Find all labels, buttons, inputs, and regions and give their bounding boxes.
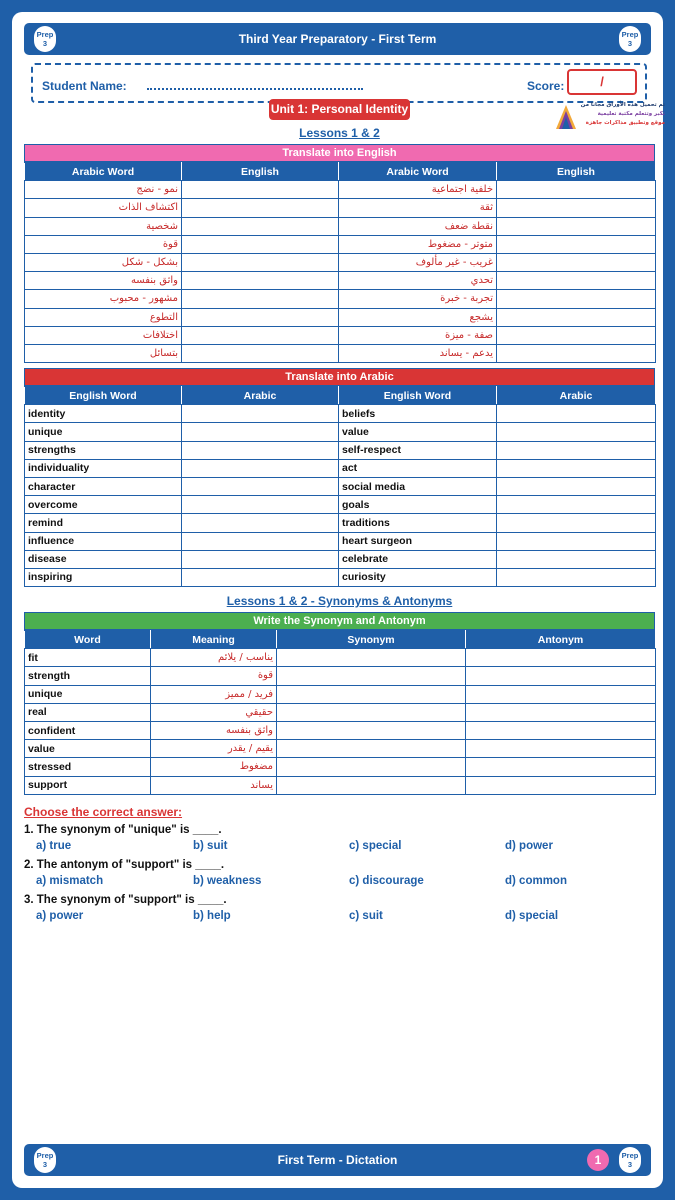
question-text: 2. The antonym of "support" is ____. [24, 859, 225, 871]
logo-mark-icon [555, 103, 577, 131]
english-word-cell: curiosity [339, 568, 497, 586]
arabic-word-cell: غريب - غير مألوف [339, 253, 497, 271]
column-header: Arabic Word [339, 163, 497, 181]
table-row [25, 514, 656, 532]
english-word-cell: celebrate [339, 550, 497, 568]
english-answer-cell[interactable] [497, 253, 656, 271]
answer-options [24, 839, 655, 857]
table-row [25, 272, 656, 290]
score-label: Score: [527, 79, 565, 93]
table-row [25, 181, 656, 199]
english-word-cell: beliefs [339, 405, 497, 423]
section-title-translate-english: Translate into English [24, 144, 655, 162]
meaning-cell: واثق بنفسه [151, 721, 277, 739]
column-header: English [497, 163, 656, 181]
english-answer-cell[interactable] [182, 217, 339, 235]
synonym-answer-cell[interactable] [277, 758, 466, 776]
synonym-antonym-table [24, 630, 656, 795]
english-answer-cell[interactable] [182, 181, 339, 199]
word-cell: confident [25, 721, 151, 739]
arabic-word-cell: ثقة [339, 199, 497, 217]
english-answer-cell[interactable] [497, 308, 656, 326]
arabic-word-cell: مشهور - محبوب [25, 290, 182, 308]
table-row [25, 423, 656, 441]
question-text: 3. The synonym of "support" is ____. [24, 894, 227, 906]
table-row [25, 740, 656, 758]
badge-number: 3 [627, 39, 633, 48]
student-name-field[interactable] [147, 88, 363, 90]
table-row [25, 649, 656, 667]
answer-option[interactable]: b) suit [193, 840, 228, 852]
antonym-answer-cell[interactable] [466, 685, 656, 703]
english-word-cell: act [339, 459, 497, 477]
table-row [25, 217, 656, 235]
arabic-word-cell: يدعم - يساند [339, 344, 497, 362]
arabic-word-cell: نقطة ضعف [339, 217, 497, 235]
antonym-answer-cell[interactable] [466, 667, 656, 685]
english-answer-cell[interactable] [497, 326, 656, 344]
footer-bar [24, 1144, 651, 1176]
translate-english-table [24, 162, 656, 363]
table-row [25, 308, 656, 326]
meaning-cell: يساند [151, 776, 277, 794]
word-cell: stressed [25, 758, 151, 776]
table-row [25, 550, 656, 568]
english-word-cell: social media [339, 477, 497, 495]
prep-badge-footer-left [34, 1147, 56, 1173]
arabic-word-cell: التطوع [25, 308, 182, 326]
table-row [25, 405, 656, 423]
answer-option[interactable]: c) special [349, 840, 402, 852]
arabic-answer-cell[interactable] [182, 532, 339, 550]
answer-option[interactable]: c) suit [349, 910, 383, 922]
english-word-cell: unique [25, 423, 182, 441]
english-answer-cell[interactable] [182, 272, 339, 290]
answer-options [24, 909, 655, 927]
word-cell: strength [25, 667, 151, 685]
arabic-answer-cell[interactable] [497, 477, 656, 495]
prep-badge-right [619, 26, 641, 52]
english-answer-cell[interactable] [182, 308, 339, 326]
table-row [25, 477, 656, 495]
table-row [25, 199, 656, 217]
antonym-answer-cell[interactable] [466, 758, 656, 776]
badge-label: Prep [36, 30, 54, 39]
english-word-cell: disease [25, 550, 182, 568]
badge-number: 3 [42, 39, 48, 48]
word-cell: fit [25, 649, 151, 667]
page-number: 1 [587, 1149, 609, 1171]
badge-number: 3 [627, 1160, 633, 1169]
answer-option[interactable]: b) weakness [193, 875, 262, 887]
synonym-answer-cell[interactable] [277, 649, 466, 667]
score-field[interactable] [567, 69, 637, 95]
antonym-answer-cell[interactable] [466, 649, 656, 667]
arabic-word-cell: صفة - ميزة [339, 326, 497, 344]
english-word-cell: heart surgeon [339, 532, 497, 550]
table-row [25, 667, 656, 685]
antonym-answer-cell[interactable] [466, 721, 656, 739]
translate-arabic-table [24, 386, 656, 587]
meaning-cell: يناسب / يلائم [151, 649, 277, 667]
synonym-answer-cell[interactable] [277, 776, 466, 794]
arabic-answer-cell[interactable] [497, 459, 656, 477]
english-word-cell: value [339, 423, 497, 441]
answer-option[interactable]: a) power [36, 910, 84, 922]
column-header: Arabic Word [25, 163, 182, 181]
column-header: Meaning [151, 631, 277, 649]
word-cell: value [25, 740, 151, 758]
arabic-answer-cell[interactable] [497, 514, 656, 532]
table-row [25, 721, 656, 739]
meaning-cell: فريد / مميز [151, 685, 277, 703]
badge-number: 3 [42, 1160, 48, 1169]
antonym-answer-cell[interactable] [466, 703, 656, 721]
arabic-answer-cell[interactable] [497, 423, 656, 441]
arabic-word-cell: بشكل - شكل [25, 253, 182, 271]
worksheet-page [12, 12, 663, 1188]
synonym-answer-cell[interactable] [277, 740, 466, 758]
english-answer-cell[interactable] [497, 272, 656, 290]
arabic-answer-cell[interactable] [497, 532, 656, 550]
word-cell: real [25, 703, 151, 721]
table-row [25, 441, 656, 459]
english-answer-cell[interactable] [182, 290, 339, 308]
english-word-cell: goals [339, 496, 497, 514]
score-value: / [600, 74, 604, 89]
answer-options [24, 874, 655, 892]
badge-label: Prep [36, 1151, 54, 1160]
arabic-word-cell: نمو - نضج [25, 181, 182, 199]
table-row [25, 776, 656, 794]
answer-option[interactable]: a) mismatch [36, 875, 104, 887]
arabic-answer-cell[interactable] [182, 550, 339, 568]
english-word-cell: overcome [25, 496, 182, 514]
table-row [25, 703, 656, 721]
column-header: English Word [25, 387, 182, 405]
arabic-answer-cell[interactable] [182, 514, 339, 532]
arabic-answer-cell[interactable] [497, 405, 656, 423]
student-name-label: Student Name: [42, 79, 127, 93]
arabic-answer-cell[interactable] [182, 405, 339, 423]
arabic-answer-cell[interactable] [497, 441, 656, 459]
english-answer-cell[interactable] [182, 235, 339, 253]
header-bar [24, 23, 651, 55]
column-header: Synonym [277, 631, 466, 649]
logo-line-1: تم تحميل هذه الأوراق مجانا من [580, 102, 665, 108]
english-word-cell: influence [25, 532, 182, 550]
multiple-choice-section [24, 802, 655, 927]
badge-label: Prep [621, 1151, 639, 1160]
english-answer-cell[interactable] [182, 326, 339, 344]
table-row [25, 326, 656, 344]
english-word-cell: remind [25, 514, 182, 532]
english-answer-cell[interactable] [182, 199, 339, 217]
english-answer-cell[interactable] [497, 235, 656, 253]
arabic-answer-cell[interactable] [182, 477, 339, 495]
arabic-word-cell: بتسائل [25, 344, 182, 362]
arabic-answer-cell[interactable] [182, 459, 339, 477]
antonym-answer-cell[interactable] [466, 776, 656, 794]
badge-label: Prep [621, 30, 639, 39]
column-header: Arabic [182, 387, 339, 405]
prep-badge-footer-right [619, 1147, 641, 1173]
column-header: Word [25, 631, 151, 649]
english-answer-cell[interactable] [497, 217, 656, 235]
arabic-word-cell: اكتشاف الذات [25, 199, 182, 217]
word-cell: unique [25, 685, 151, 703]
synonym-answer-cell[interactable] [277, 703, 466, 721]
english-answer-cell[interactable] [182, 253, 339, 271]
arabic-answer-cell[interactable] [497, 550, 656, 568]
arabic-answer-cell[interactable] [497, 496, 656, 514]
section-title-synonym-antonym: Write the Synonym and Antonym [24, 612, 655, 630]
meaning-cell: حقيقي [151, 703, 277, 721]
arabic-answer-cell[interactable] [182, 496, 339, 514]
answer-option[interactable]: d) special [505, 910, 559, 922]
question-text: 1. The synonym of "unique" is ____. [24, 824, 222, 836]
english-answer-cell[interactable] [497, 344, 656, 362]
english-word-cell: traditions [339, 514, 497, 532]
word-cell: support [25, 776, 151, 794]
arabic-word-cell: قوة [25, 235, 182, 253]
meaning-cell: مضغوط [151, 758, 277, 776]
arabic-answer-cell[interactable] [182, 441, 339, 459]
answer-option[interactable]: a) true [36, 840, 72, 852]
arabic-word-cell: اختلافات [25, 326, 182, 344]
table-row [25, 253, 656, 271]
table-row [25, 496, 656, 514]
arabic-word-cell: متوتر - مضغوط [339, 235, 497, 253]
arabic-word-cell: تحدي [339, 272, 497, 290]
publisher-logo [555, 99, 665, 135]
logo-line-3: موقع وتطبيق مذاكرات جاهزة [585, 120, 665, 126]
meaning-cell: يقيم / يقدر [151, 740, 277, 758]
mcq-heading: Choose the correct answer: [24, 805, 183, 819]
column-header: English [182, 163, 339, 181]
english-answer-cell[interactable] [497, 199, 656, 217]
table-row [25, 235, 656, 253]
header-title: Third Year Preparatory - First Term [238, 32, 437, 46]
table-row [25, 758, 656, 776]
arabic-word-cell: خلفية اجتماعية [339, 181, 497, 199]
arabic-answer-cell[interactable] [182, 423, 339, 441]
antonym-answer-cell[interactable] [466, 740, 656, 758]
column-header: English Word [339, 387, 497, 405]
synonyms-antonyms-link[interactable]: Lessons 1 & 2 - Synonyms & Antonyms [226, 594, 453, 608]
table-row [25, 344, 656, 362]
english-answer-cell[interactable] [182, 344, 339, 362]
table-row [25, 568, 656, 586]
english-word-cell: individuality [25, 459, 182, 477]
arabic-answer-cell[interactable] [497, 568, 656, 586]
logo-line-2: تكبر وتتعلم مكتبة تعليمية [597, 111, 665, 117]
synonym-answer-cell[interactable] [277, 685, 466, 703]
arabic-answer-cell[interactable] [182, 568, 339, 586]
unit-title: Unit 1: Personal Identity [269, 99, 410, 120]
column-header: Antonym [466, 631, 656, 649]
answer-option[interactable]: c) discourage [349, 875, 424, 887]
answer-option[interactable]: b) help [193, 910, 231, 922]
answer-option[interactable]: d) common [505, 875, 567, 887]
arabic-word-cell: واثق بنفسه [25, 272, 182, 290]
table-row [25, 459, 656, 477]
column-header: Arabic [497, 387, 656, 405]
arabic-word-cell: يشجع [339, 308, 497, 326]
student-info-box [31, 63, 647, 103]
english-answer-cell[interactable] [497, 290, 656, 308]
arabic-word-cell: شخصية [25, 217, 182, 235]
english-word-cell: inspiring [25, 568, 182, 586]
english-word-cell: self-respect [339, 441, 497, 459]
footer-title: First Term - Dictation [277, 1153, 398, 1167]
english-word-cell: character [25, 477, 182, 495]
meaning-cell: قوة [151, 667, 277, 685]
prep-badge-left [34, 26, 56, 52]
english-word-cell: identity [25, 405, 182, 423]
synonym-answer-cell[interactable] [277, 721, 466, 739]
english-word-cell: strengths [25, 441, 182, 459]
table-row [25, 290, 656, 308]
table-row [25, 532, 656, 550]
arabic-word-cell: تجربة - خبرة [339, 290, 497, 308]
answer-option[interactable]: d) power [505, 840, 553, 852]
lessons-link[interactable]: Lessons 1 & 2 [299, 126, 380, 140]
english-answer-cell[interactable] [497, 181, 656, 199]
table-row [25, 685, 656, 703]
synonym-answer-cell[interactable] [277, 667, 466, 685]
section-title-translate-arabic: Translate into Arabic [24, 368, 655, 386]
